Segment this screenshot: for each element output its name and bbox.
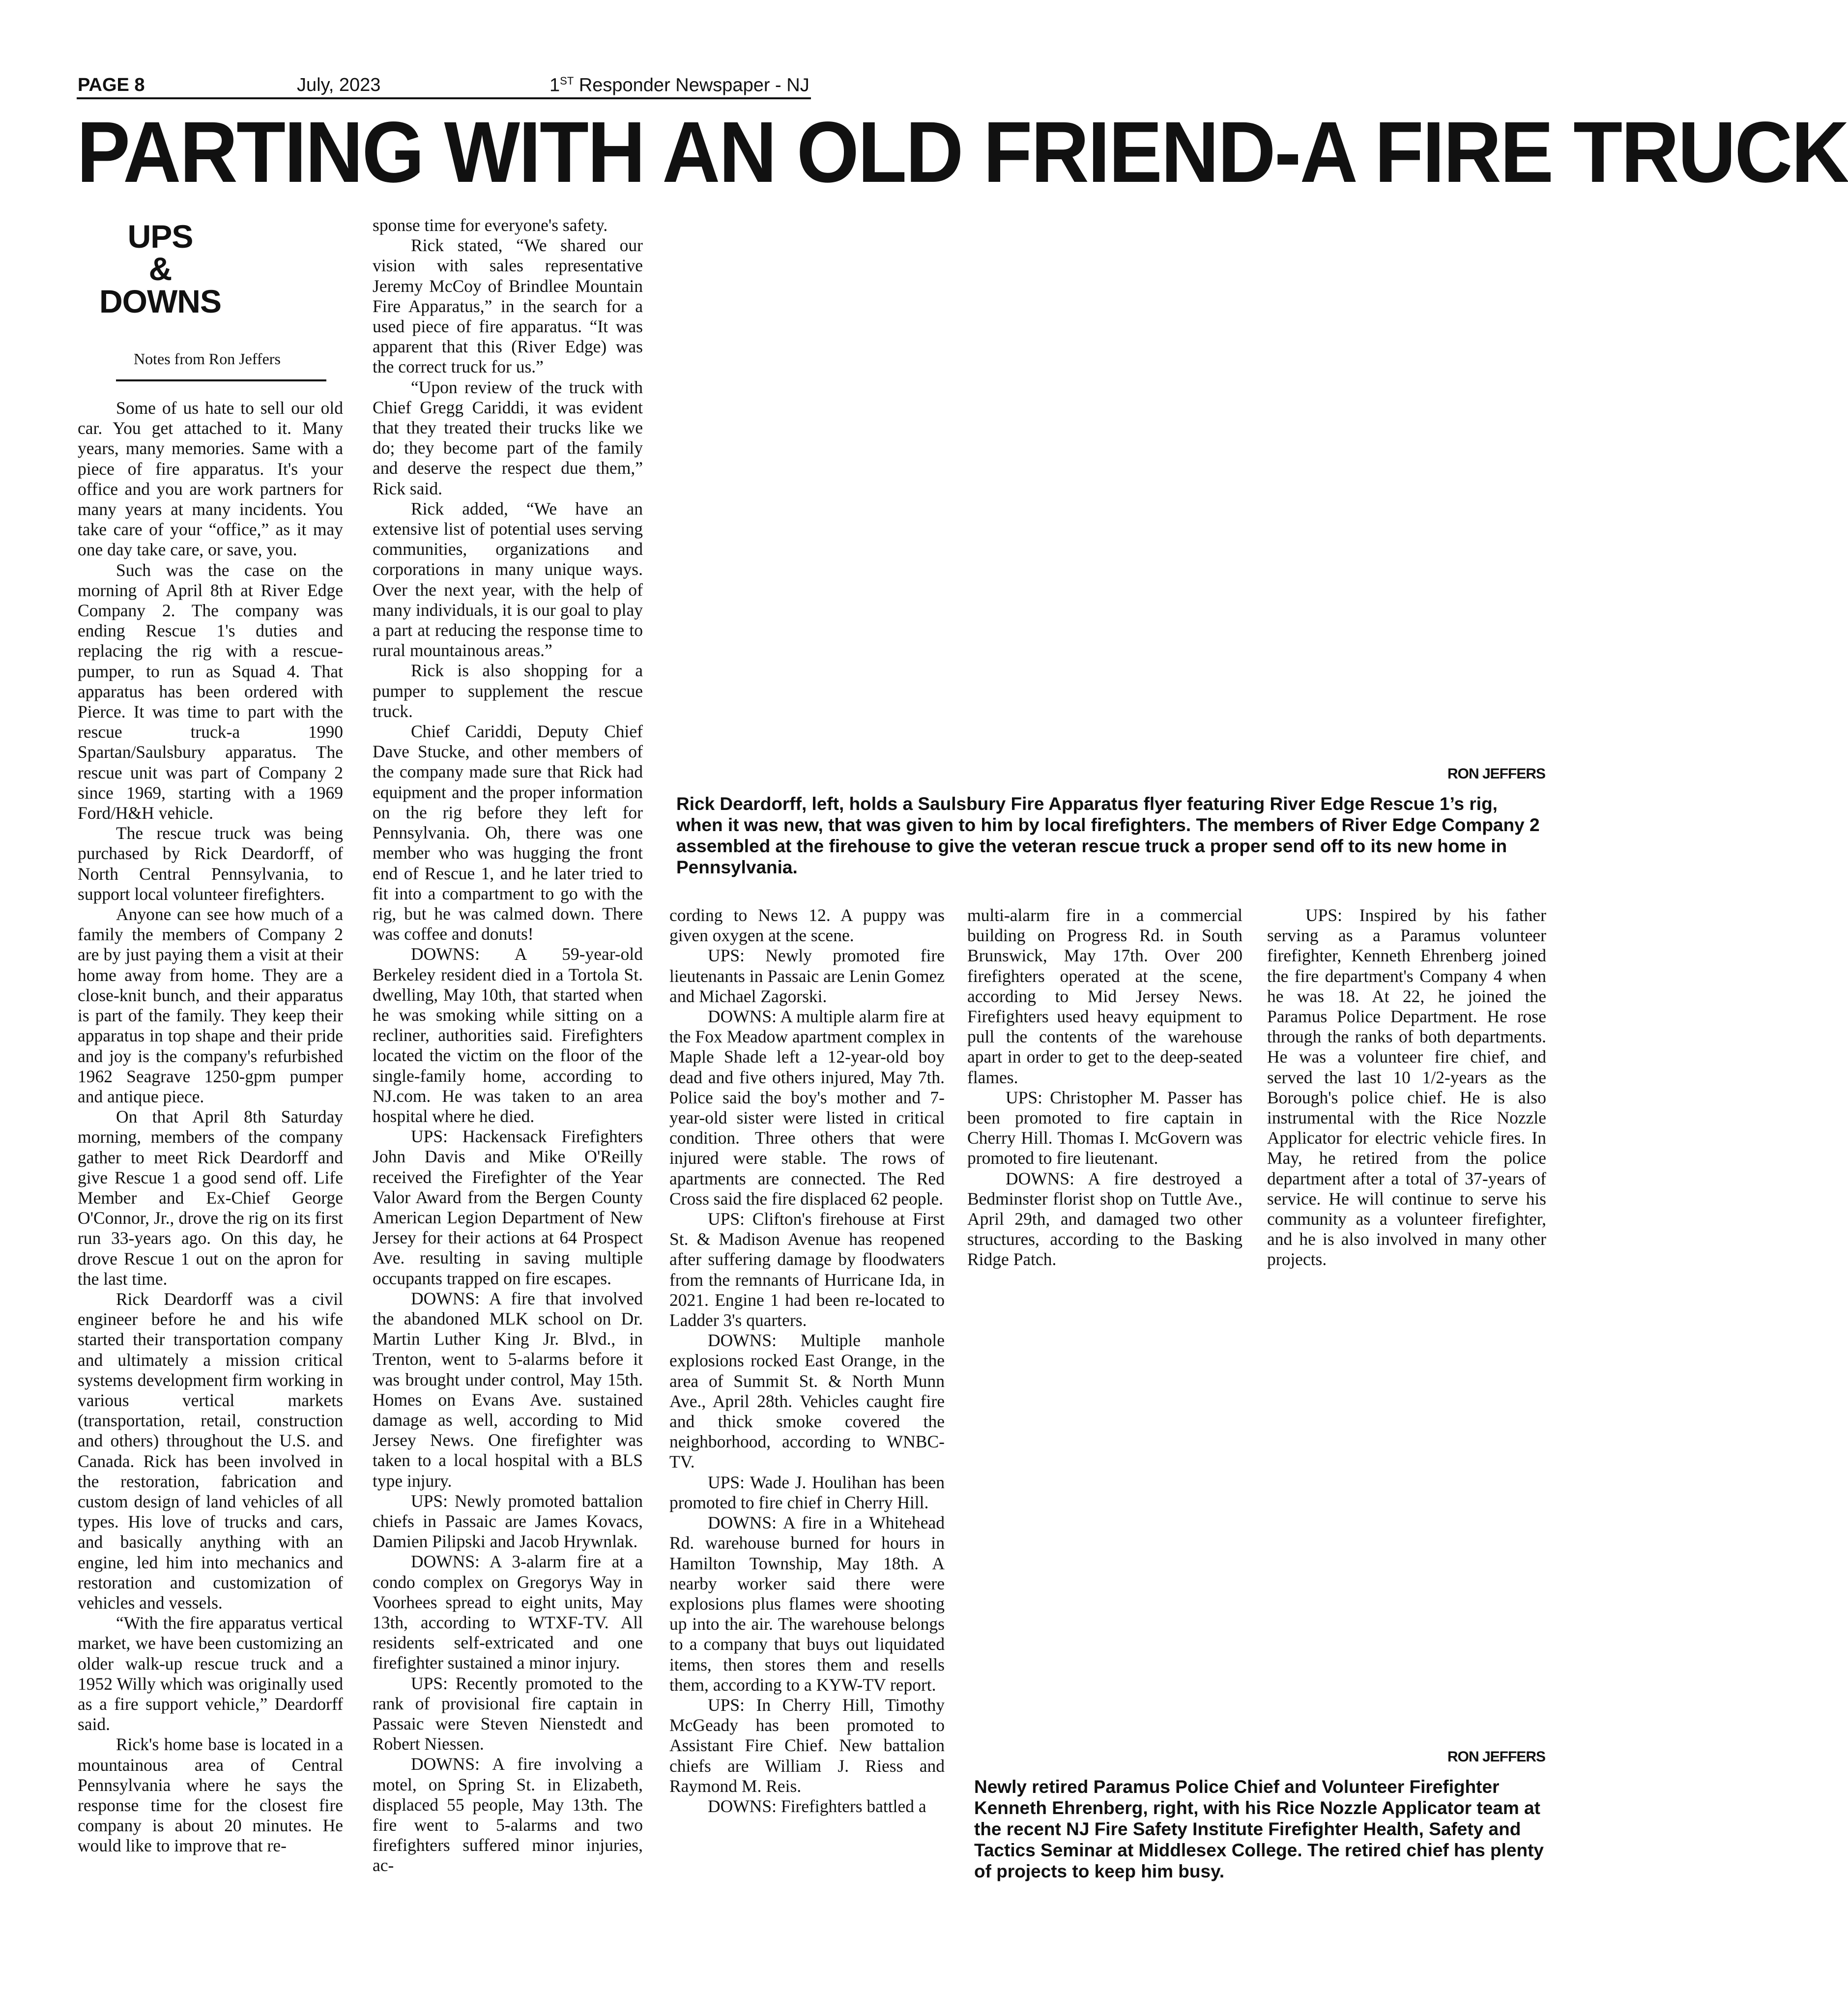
paper-superscript: ST (560, 75, 574, 87)
paragraph: On that April 8th Saturday morning, members of the company gather to meet Rick Deardorff and give Rescue 1 a good send off. Life Member and Ex-Chief George O'Connor, Jr., drove the rig on its first run 33-years ago. On this day, he drove Rescue 1 out on the apron for the last time. (78, 1107, 343, 1289)
article-column-4 (967, 905, 1242, 1348)
paragraph: Rick Deardorff was a civil engineer before he and his wife started their transportation company and ultimately a mission critical systems development firm working in various vertical markets (transportation, retail, construction and others) throughout the U.S. and Canada. Rick has been involved in the restoration, fabrication and custom design of land vehicles of all types. His love of trucks and cars, and basically anything with an engine, led him into mechanics and restoration and customization of vehicles and vessels. (78, 1289, 343, 1613)
paragraph: DOWNS: Multiple manhole explosions rocked East Orange, in the area of Summit St. & North Munn Ave., April 28th. Vehicles caught fire and thick smoke covered the neighborhood, according to WNBC-TV. (669, 1330, 945, 1472)
paragraph: DOWNS: A fire destroyed a Bedminster florist shop on Tuttle Ave., April 29th, and damaged two other structures, according to the Basking Ridge Patch. (967, 1168, 1242, 1270)
paragraph: “Upon review of the truck with Chief Gregg Cariddi, it was evident that they treated their trucks like we do; they become part of the family and deserve the respect due them,” Rick said. (373, 377, 643, 498)
paragraph: Some of us hate to sell our old car. You get attached to it. Many years, many memories. Same with a piece of fire apparatus. It's your office and you are work partners for many years at many incidents. You take care of your “office,” as it may one day take care, or save, you. (78, 398, 343, 560)
logo-line-ups: UPS (127, 218, 193, 255)
paragraph: DOWNS: A fire in a Whitehead Rd. warehouse burned for hours in Hamilton Township, May 18th. A nearby worker said there were explosions plus flames were shooting up into the air. The warehouse belongs to a company that buys out liquidated items, then stores them and resells them, according to a KYW-TV report. (669, 1513, 945, 1695)
photo-credit: RON JEFFERS (1447, 1749, 1545, 1765)
paragraph: DOWNS: A multiple alarm fire at the Fox Meadow apartment complex in Maple Shade left a 12-year-old boy dead and five others injured, May 7th. Police said the boy's mother and 7-year-old sister were listed in critical condition. Three others that were injured were stable. The rows of apartments are connected. The Red Cross said the fire displaced 62 people. (669, 1007, 945, 1209)
photo-caption: Newly retired Paramus Police Chief and Volunteer Firefighter Kenneth Ehrenberg, right, with his Rice Nozzle Applicator team at the recent NJ Fire Safety Institute Firefighter Health, Safety and Tactics Seminar at Middlesex College. The retired chief has plenty of projects to keep him busy. (974, 1777, 1544, 1881)
paragraph: Rick is also shopping for a pumper to supplement the rescue truck. (373, 661, 643, 721)
paragraph: UPS: Hackensack Firefighters John Davis and Mike O'Reilly received the Firefighter of the Year Valor Award from the Bergen County American Legion Department of New Jersey for their actions at 64 Prospect Ave. resulting in saving multiple occupants trapped on fire escapes. (373, 1126, 643, 1288)
paragraph: UPS: In Cherry Hill, Timothy McGeady has been promoted to Assistant Fire Chief. New battalion chiefs are William J. Riess and Raymond M. Reis. (669, 1695, 945, 1796)
paragraph: DOWNS: A 59-year-old Berkeley resident died in a Tortola St. dwelling, May 10th, that started when he was smoking while sitting on a recliner, authorities said. Firefighters located the victim on the floor of the single-family home, according to NJ.com. He was taken to an area hospital where he died. (373, 944, 643, 1126)
paragraph: DOWNS: A 3-alarm fire at a condo complex on Gregorys Way in Voorhees spread to eight units, May 13th, according to WTXF-TV. All residents self-extricated and one firefighter sustained a minor injury. (373, 1552, 643, 1673)
paragraph: UPS: Wade J. Houlihan has been promoted to fire chief in Cherry Hill. (669, 1472, 945, 1512)
photo-rescue-truck (669, 215, 1546, 758)
newspaper-name (549, 75, 809, 96)
byline-rule (116, 379, 326, 381)
paragraph: UPS: Christopher M. Passer has been promoted to fire captain in Cherry Hill. Thomas I. McGovern was promoted to fire lieutenant. (967, 1087, 1242, 1168)
paragraph: DOWNS: Firefighters battled a (708, 1796, 926, 1816)
photo-police-chief (973, 1351, 1546, 1744)
column-byline: Notes from Ron Jeffers (134, 350, 281, 368)
paragraph: UPS: Inspired by his father serving as a Paramus volunteer firefighter, Kenneth Ehrenberg joined the fire department's Company 4 when he was 18. At 22, he joined the Paramus Police Department. He rose through the ranks of both departments. He was a volunteer fire chief, and served the last 10 1/2-years as the Borough's police chief. He is also instrumental with the Rice Nozzle Applicator for electric vehicle fires. In May, he retired from the police department after a total of 37-years of service. He will continue to serve his community as a volunteer firefighter, and he is also involved in many other projects. (1267, 905, 1546, 1270)
logo-line-downs: DOWNS (99, 283, 221, 319)
headline: PARTING WITH AN OLD FRIEND-A FIRE TRUCK (77, 104, 1848, 201)
paragraph: UPS: Recently promoted to the rank of provisional fire captain in Passaic were Steven Nienstedt and Robert Niessen. (373, 1673, 643, 1754)
paragraph: The rescue truck was being purchased by Rick Deardorff, of North Central Pennsylvania, to support local volunteer firefighters. (78, 823, 343, 904)
paragraph: UPS: Clifton's firehouse at First St. & Madison Avenue has reopened after suffering damage by floodwaters from the remnants of Hurricane Ida, in 2021. Engine 1 had been re-located to Ladder 3's quarters. (669, 1209, 945, 1330)
paragraph: Such was the case on the morning of April 8th at River Edge Company 2. The company was ending Rescue 1's duties and replacing the rig with a rescue-pumper, to run as Squad 4. That apparatus has been ordered with Pierce. It was time to part with the rescue truck-a 1990 Spartan/Saulsbury apparatus. The rescue unit was part of Company 2 since 1969, starting with a 1969 Ford/H&H vehicle. (78, 560, 343, 823)
header-rule (77, 97, 811, 99)
paragraph-continued: sponse time for everyone's safety. (373, 215, 608, 235)
paragraph-continued: multi-alarm fire in a commercial building on Progress Rd. in South Brunswick, May 17th. Over 200 firefighters operated at the scene, according to Mid Jersey News. Firefighters used heavy equipment to pull the contents of the warehouse apart in order to get to the deep-seated flames. (967, 905, 1242, 1087)
photo-credit: RON JEFFERS (1447, 766, 1545, 782)
paragraph: Rick added, “We have an extensive list of potential uses serving communities, organizations and corporations in many unique ways. Over the next year, with the help of many individuals, it is our goal to play a part at reducing the response time to rural mountainous areas.” (373, 498, 643, 661)
paper-prefix: 1 (549, 75, 560, 96)
paragraph: Chief Cariddi, Deputy Chief Dave Stucke, and other members of the company made sure that Rick had equipment and the proper information on the rig before they left for Pennsylvania. Oh, there was one member who was hugging the front end of Rescue 1, and he later tried to fit into a compartment to go with the rig, but he was calmed down. There was coffee and donuts! (373, 721, 643, 944)
issue-date: July, 2023 (297, 75, 381, 95)
paragraph: DOWNS: A fire that involved the abandoned MLK school on Dr. Martin Luther King Jr. Blvd., in Trenton, went to 5-alarms before it was brought under control, May 15th. Homes on Evans Ave. sustained damage as well, according to Mid Jersey News. One firefighter was taken to a local hospital with a BLS type injury. (373, 1288, 643, 1491)
paragraph: Rick's home base is located in a mountainous area of Central Pennsylvania where he says the response time for the closest fire company is about 20 minutes. He would like to improve that re- (78, 1734, 343, 1856)
page-number: PAGE 8 (78, 75, 145, 95)
article-column-2 (373, 215, 643, 1981)
paragraph: UPS: Newly promoted fire lieutenants in Passaic are Lenin Gomez and Michael Zagorski. (669, 946, 945, 1006)
photo-caption: Rick Deardorff, left, holds a Saulsbury Fire Apparatus flyer featuring River Edge Rescue 1’s rig, when it was new, that was given to him by local firefighters. The members of River Edge Company 2 assembled at the firehouse to give the veteran rescue truck a proper send off to its new home in Pennsylvania. (676, 794, 1540, 877)
article-column-1 (78, 398, 343, 1981)
paragraph: “With the fire apparatus vertical market, we have been customizing an older walk-up rescue truck and a 1952 Willy which was originally used as a fire support vehicle,” Deardorff said. (78, 1613, 343, 1734)
paper-rest: Responder Newspaper - NJ (574, 75, 809, 96)
paragraph: DOWNS: A fire involving a motel, on Spring St. in Elizabeth, displaced 55 people, May 13th. The fire went to 5-alarms and two firefighters suffered minor injuries, ac- (373, 1754, 643, 1876)
article-column-5 (1267, 905, 1546, 1348)
paragraph: Rick stated, “We shared our vision with sales representative Jeremy McCoy of Brindlee Mountain Fire Apparatus,” in the search for a used piece of fire apparatus. “It was apparent that this (River Edge) was the correct truck for us.” (373, 235, 643, 377)
paragraph-continued: cording to News 12. A puppy was given oxygen at the scene. (669, 905, 945, 946)
paragraph: UPS: Newly promoted battalion chiefs in Passaic are James Kovacs, Damien Pilipski and Jacob Hrywnlak. (373, 1491, 643, 1552)
logo-line-amp: & (148, 251, 172, 287)
article-column-3 (669, 905, 945, 1981)
ups-downs-logo (96, 220, 224, 317)
paragraph: Anyone can see how much of a family the members of Company 2 are by just paying them a visit at their home away from home. They are a close-knit bunch, and their apparatus is part of the family. They keep their apparatus in top shape and their pride and joy is the company's refurbished 1962 Seagrave 1250-gpm pumper and antique piece. (78, 904, 343, 1106)
